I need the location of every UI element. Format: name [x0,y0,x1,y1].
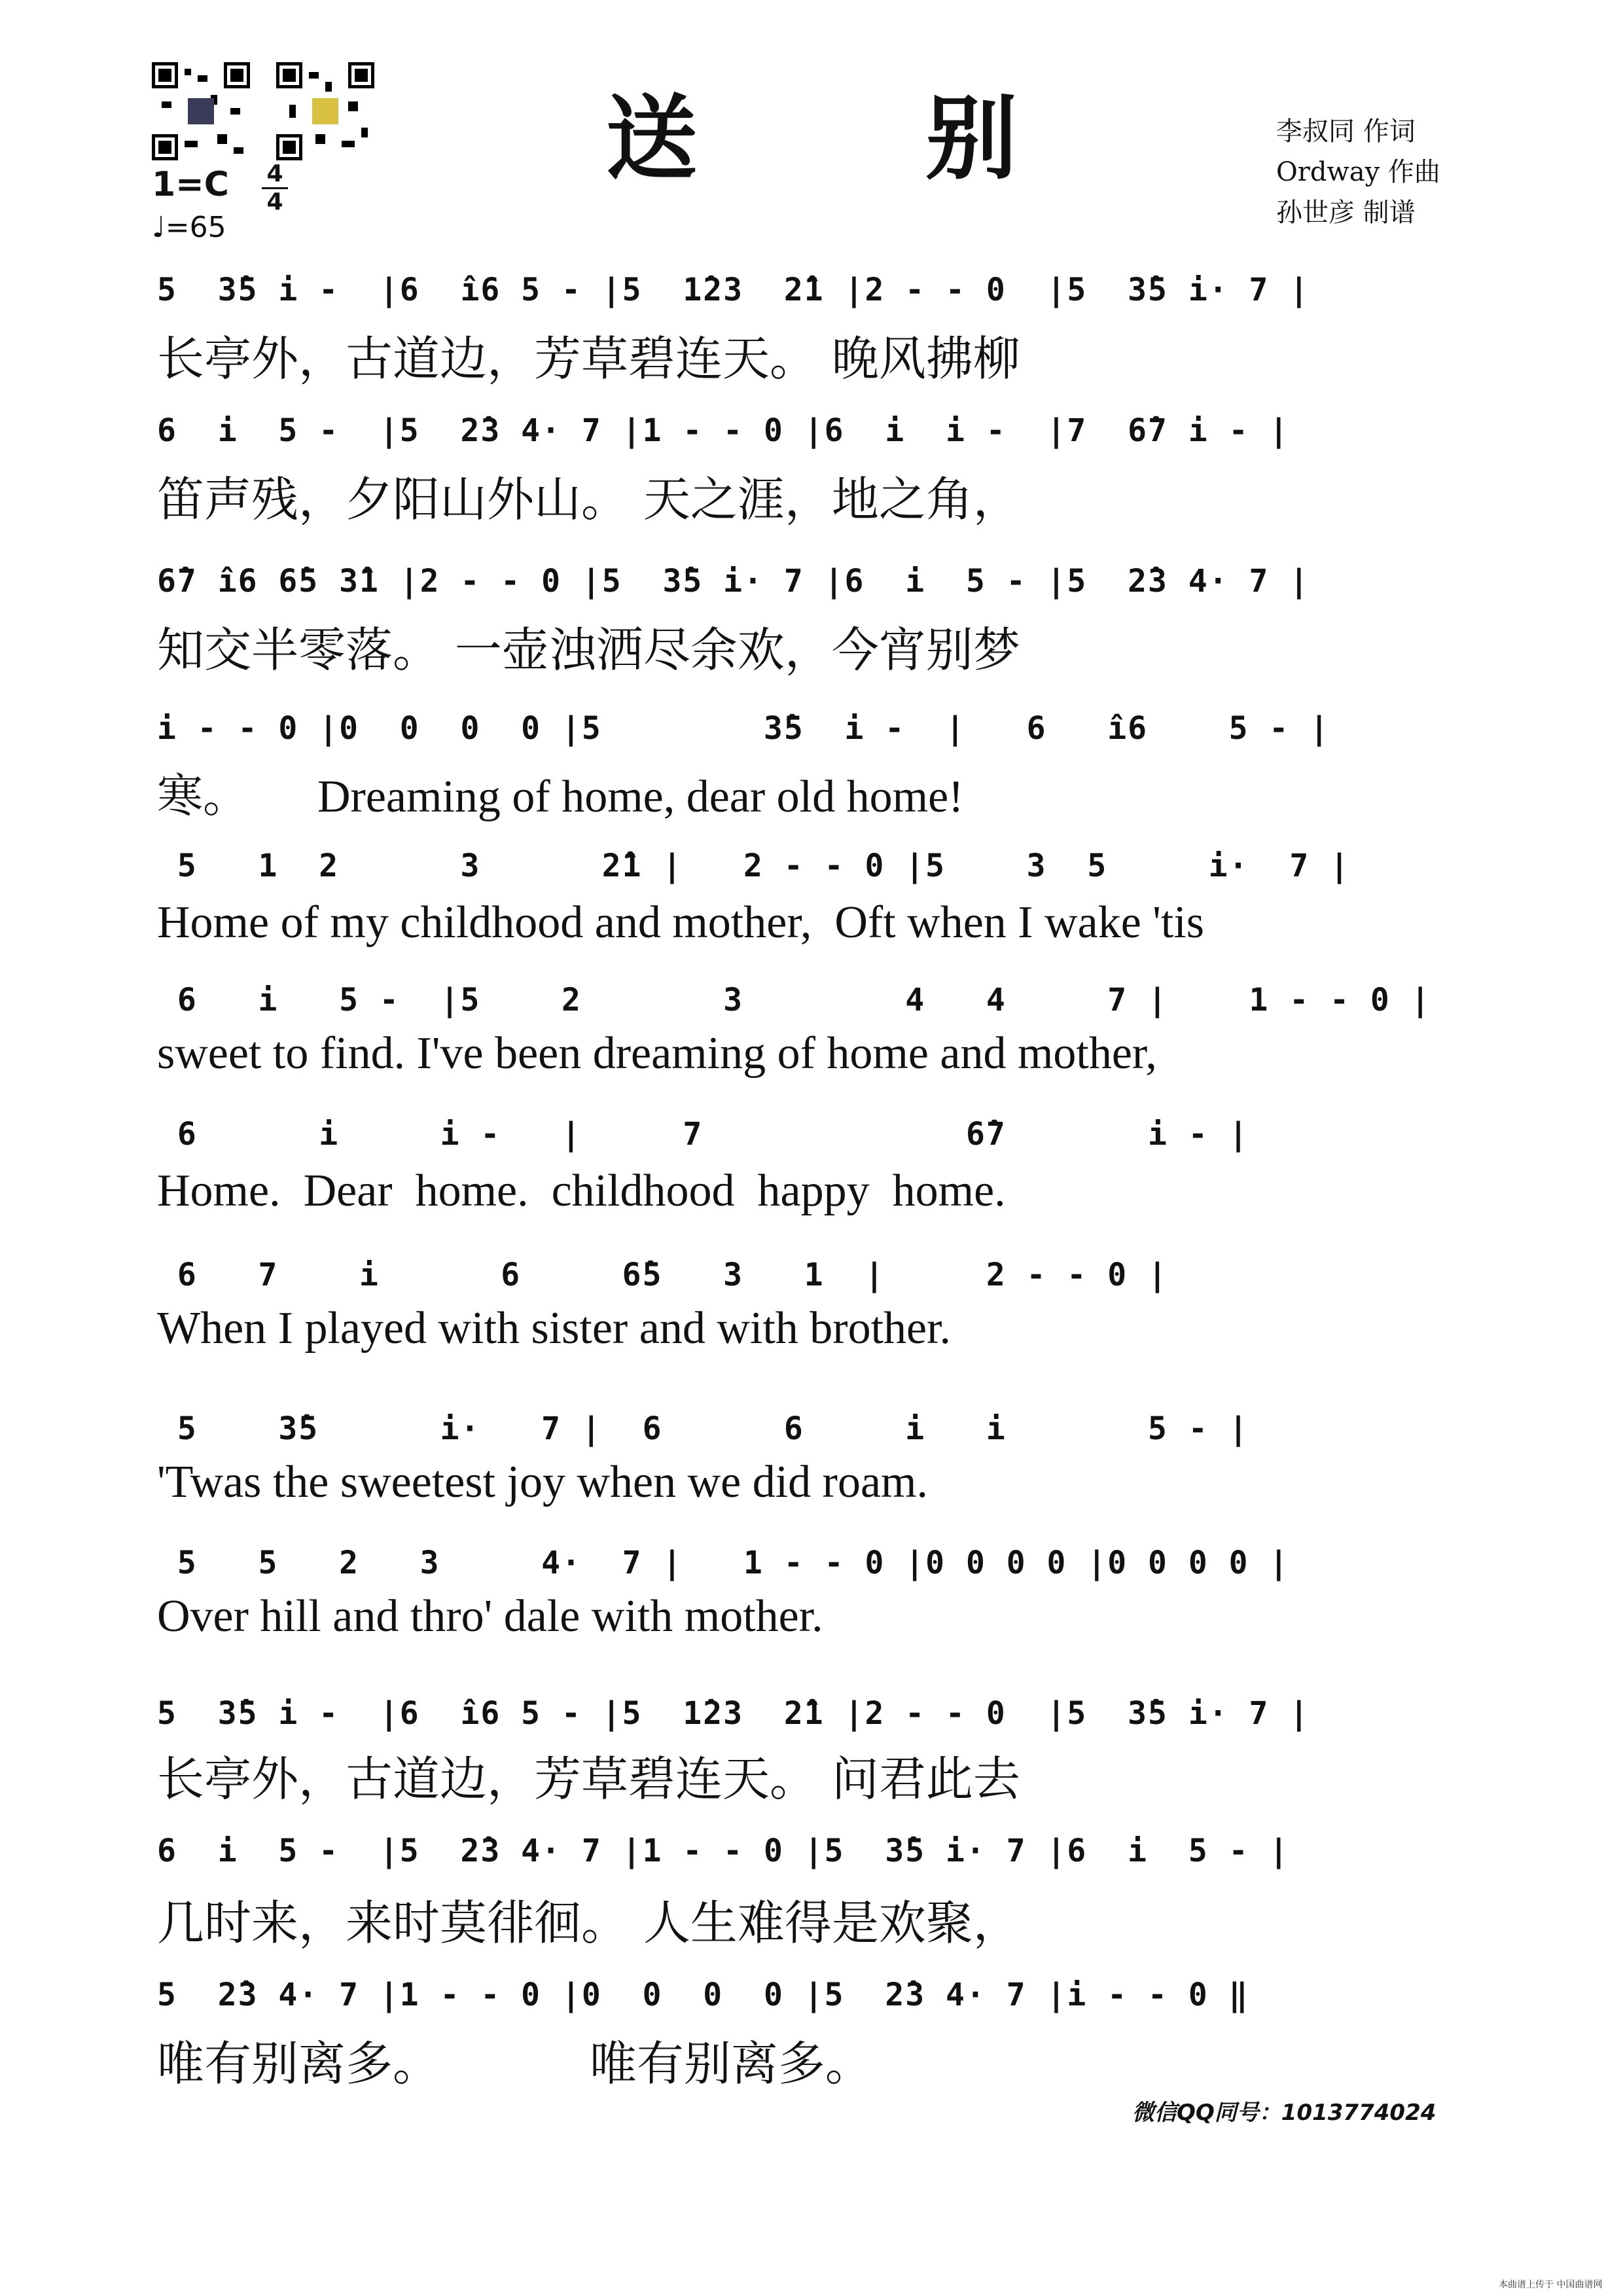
notation-line: 6 i 5 - |5 2̂3 4· 7 |1 - - 0 |5 3̂5 i· 7 |6 i 5 - | [157,1833,1290,1869]
lyric-line: Over hill and thro' dale with mother. [157,1591,823,1641]
notation-line: 5 2̂3 4· 7 |1 - - 0 |0 0 0 0 |5 2̂3 4· 7 |i - - 0 ‖ [157,1977,1249,2013]
lyric-line: 'Twas the sweetest joy when we did roam. [157,1457,928,1507]
notation-line: 5 3̂5 i· 7 | 6 6 i i 5 - | [157,1410,1249,1447]
notation-line: 6 7 i 6 6̂5 3 1 | 2 - - 0 | [157,1257,1168,1293]
notation-line: 6̂7 î6 6̂5 3̂1 |2 - - 0 |5 3̂5 i· 7 |6 i 5 - |5 2̂3 4· 7 | [157,563,1310,600]
contact-info: 微信QQ同号：1013774024 [1132,2100,1436,2126]
lyric-line: 唯有别离多。 唯有别离多。 [157,2036,872,2091]
notation-line: 6 i 5 - |5 2 3 4 4 7 | 1 - - 0 | [157,982,1431,1018]
lyric-line: 长亭外，古道边，芳草碧连天。 问君此去 [157,1751,1020,1806]
lyricist: 李叔同 作词 [1276,117,1416,147]
composer: Ordway 作曲 [1276,157,1440,187]
time-signature-bottom: 4 [266,188,283,215]
lyric-line: 长亭外，古道边，芳草碧连天。 晚风拂柳 [157,331,1020,386]
time-signature-top: 4 [266,160,283,187]
tempo-marking: ♩=65 [152,211,226,244]
notation-line: 5 3̂5 i - |6 î6 5 - |5 1̂23 2̂1 |2 - - 0 |5 3̂5 i· 7 | [157,1695,1310,1732]
lyric-line: 几时来，来时莫徘徊。 人生难得是欢聚， [157,1895,1020,1950]
notation-line: 6 i i - | 7 6̂7 i - | [157,1116,1249,1153]
lyric-line: sweet to find. I've been dreaming of home and mother, [157,1028,1157,1079]
notation-line: i - - 0 |0 0 0 0 |5 3̂5 i - | 6 î6 5 - | [157,710,1330,747]
song-title: 送 别 [605,86,1116,192]
lyric-line: Home. Dear home. childhood happy home. [157,1166,1006,1216]
lyric-line: 知交半零落。 一壶浊洒尽余欢，今宵别梦 [157,622,1020,677]
upload-note: 本曲谱上传于 中国曲谱网 [1499,2280,1603,2290]
notation-line: 5 3̂5 i - |6 î6 5 - |5 1̂23 2̂1 |2 - - 0 |5 3̂5 i· 7 | [157,272,1310,308]
key-signature: 1=C [152,165,229,204]
credits [1276,111,1440,233]
notation-line: 5 1 2 3 2̂1 | 2 - - 0 |5 3 5 i· 7 | [157,848,1351,884]
lyric-line: When I played with sister and with brother. [157,1303,952,1354]
time-signature [262,162,288,214]
arranger: 孙世彦 制谱 [1276,198,1416,228]
notation-line: 5 5 2 3 4· 7 | 1 - - 0 |0 0 0 0 |0 0 0 0 | [157,1545,1290,1581]
notation-line: 6 i 5 - |5 2̂3 4· 7 |1 - - 0 |6 i i - |7 6̂7 i - | [157,412,1290,449]
lyric-line: 笛声残，夕阳山外山。 天之涯，地之角， [157,472,1020,527]
lyric-line: 寒。 Dreaming of home, dear old home! [157,772,964,822]
lyric-line: Home of my childhood and mother, Oft when I wake 'tis [157,897,1205,948]
